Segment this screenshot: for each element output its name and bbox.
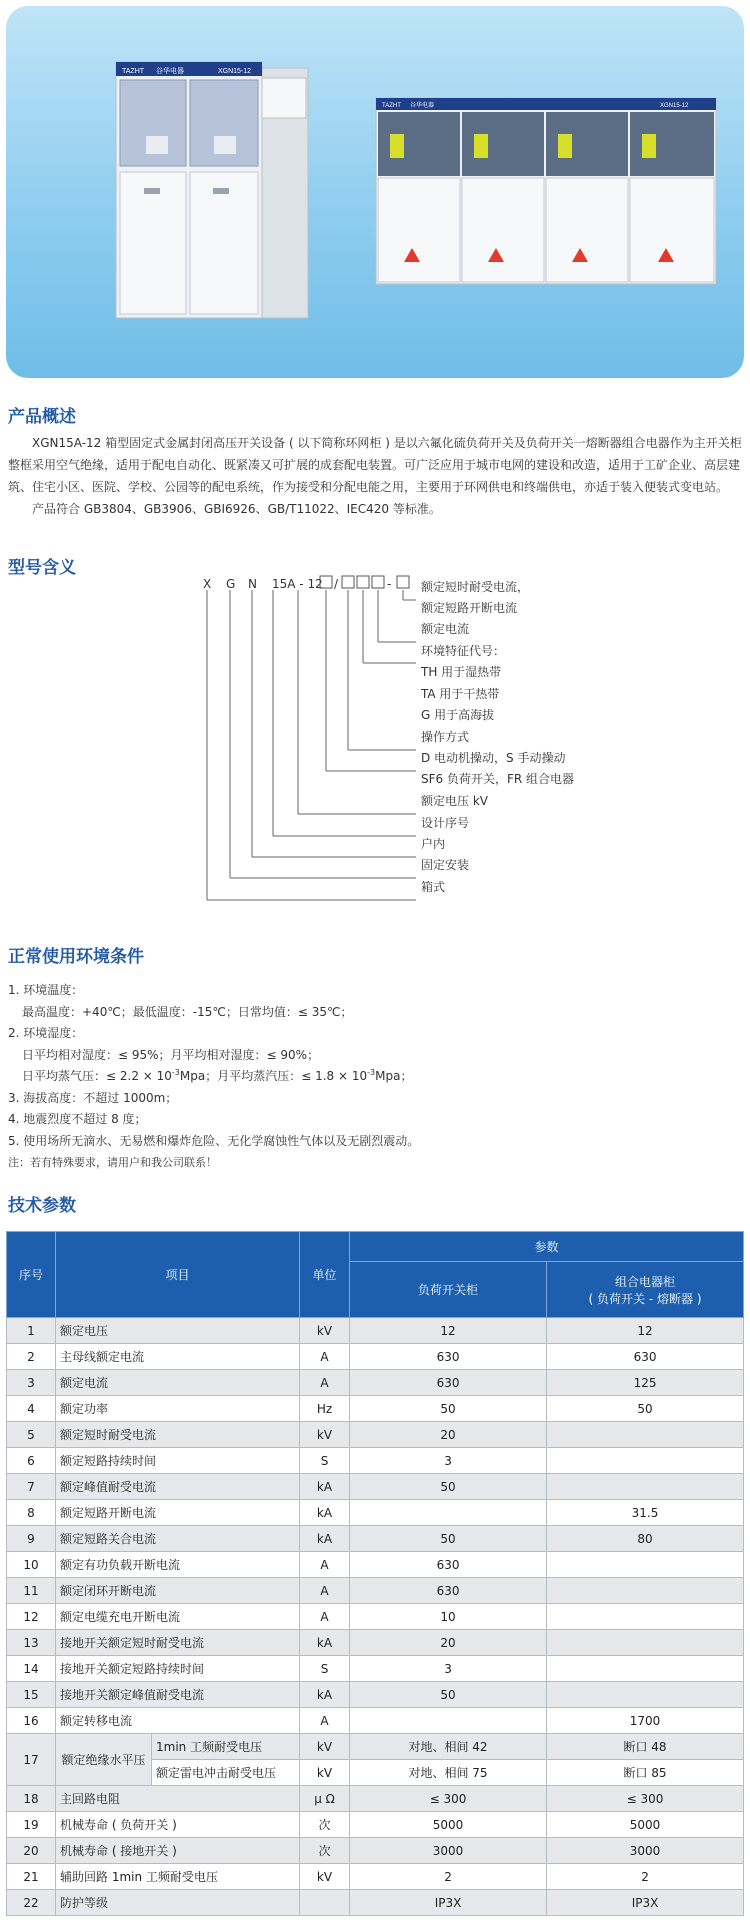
cell-unit: kV <box>300 1422 350 1448</box>
cell-b <box>547 1448 744 1474</box>
code-box-3 <box>357 576 369 588</box>
table-row <box>7 1526 744 1552</box>
cell-no: 1 <box>7 1318 56 1344</box>
cell-a: 630 <box>350 1552 547 1578</box>
left-brand: TAZHT <box>122 68 145 75</box>
header-param: 参数 <box>350 1232 744 1262</box>
cell-unit: A <box>300 1604 350 1630</box>
label-rated-voltage: 额定电压 kV <box>421 794 488 808</box>
table-row <box>7 1578 744 1604</box>
cell-item: 接地开关额定峰值耐受电流 <box>56 1682 300 1708</box>
cell-item: 主母线额定电流 <box>56 1344 300 1370</box>
overview-text <box>8 432 744 520</box>
label-breaking-current: 额定短路开断电流 <box>421 601 518 615</box>
table-row: 额定雷电冲击耐受电压 kV 对地、相间 75 断口 85 <box>7 1760 744 1786</box>
cell-item: 辅助回路 1min 工频耐受电压 <box>56 1864 300 1890</box>
cell-a: 3000 <box>350 1838 547 1864</box>
cell-unit: S <box>300 1448 350 1474</box>
cell-item: 机械寿命 ( 接地开关 ) <box>56 1838 300 1864</box>
label-box-type: 箱式 <box>421 880 446 894</box>
env-humidity-detail: 日平均相对湿度：≤ 95%；月平均相对湿度：≤ 90%； <box>22 1047 320 1062</box>
cell-item: 额定短路关合电流 <box>56 1526 300 1552</box>
env-temp: 1. 环境温度： <box>8 983 84 997</box>
table-row <box>7 1630 744 1656</box>
cell-a <box>350 1708 547 1734</box>
header-item: 项目 <box>56 1232 300 1318</box>
table-row <box>7 1864 744 1890</box>
cell-item: 额定电缆充电开断电流 <box>56 1604 300 1630</box>
cell-a: 3 <box>350 1656 547 1682</box>
cell-a: 2 <box>350 1864 547 1890</box>
right-brand-cn: 谷华电器 <box>410 103 435 109</box>
cell-item: 额定短路持续时间 <box>56 1448 300 1474</box>
cell-b: 5000 <box>547 1812 744 1838</box>
cell-a: IP3X <box>350 1890 547 1916</box>
cell-a: 630 <box>350 1344 547 1370</box>
cell-unit: kV <box>300 1864 350 1890</box>
cell-a <box>350 1500 547 1526</box>
label-env-code: 环境特征代号： <box>421 644 506 658</box>
cell-unit: Hz <box>300 1396 350 1422</box>
label-env-ta: TA 用于干热带 <box>421 687 500 701</box>
cell-item: 额定功率 <box>56 1396 300 1422</box>
overview-title: 产品概述 <box>8 407 76 427</box>
cell-b: 1700 <box>547 1708 744 1734</box>
env-altitude: 3. 海拔高度：不超过 1000m； <box>8 1090 178 1105</box>
table-row <box>7 1682 744 1708</box>
cell-a: 630 <box>350 1578 547 1604</box>
left-model-label: XGN15-12 <box>218 68 252 75</box>
label-operation-d-s: D 电动机操动，S 手动操动 <box>421 751 566 765</box>
overview-paragraph-1: XGN15A-12 箱型固定式金属封闭高压开关设备 ( 以下简称环网柜 ) 是以六氟化硫负荷开关及负荷开关一熔断器组合电器作为主开关柜整框采用空气绝缘，适用于配电自动化、既紧凑又可扩展的成套配电装置。可广泛应用于城市电网的建设和改造，适用于工矿企业、高层建筑、住宅小区、医院、学校、公园等的配电系统，作为接受和分配电能之用，主要用于环网供电和终端供电，亦适于装入便装式变电站。 <box>8 436 742 494</box>
cell-a: 10 <box>350 1604 547 1630</box>
cell-a: 50 <box>350 1396 547 1422</box>
cell-b: 31.5 <box>547 1500 744 1526</box>
env-note: 注：若有特殊要求，请用户和我公司联系！ <box>8 1156 217 1169</box>
cell-no: 4 <box>7 1396 56 1422</box>
cell-unit: A <box>300 1578 350 1604</box>
code-series: 15A - 12 <box>272 577 323 591</box>
header-no: 序号 <box>7 1232 56 1318</box>
table-row: 17 额定绝缘水平压 1min 工频耐受电压 kV 对地、相间 42 断口 48 <box>7 1734 744 1760</box>
cell-no: 12 <box>7 1604 56 1630</box>
code-box-4 <box>372 576 384 588</box>
cell-unit: kA <box>300 1630 350 1656</box>
cell-b <box>547 1422 744 1448</box>
cell-a: 3 <box>350 1448 547 1474</box>
cell-item: 机械寿命 ( 负荷开关 ) <box>56 1812 300 1838</box>
cell-a: 50 <box>350 1682 547 1708</box>
label-fixed-install: 固定安装 <box>421 858 470 872</box>
cell-a: ≤ 300 <box>350 1786 547 1812</box>
cell-item: 额定电流 <box>56 1370 300 1396</box>
left-cabinet <box>116 62 308 318</box>
cell-unit: kA <box>300 1474 350 1500</box>
cell-item: 额定峰值耐受电流 <box>56 1474 300 1500</box>
table-row <box>7 1474 744 1500</box>
label-design-number: 设计序号 <box>421 816 470 830</box>
cell-b <box>547 1604 744 1630</box>
code-box-2 <box>342 576 354 588</box>
left-brand-cn: 谷华电器 <box>156 68 184 75</box>
table-row <box>7 1604 744 1630</box>
cell-b <box>547 1682 744 1708</box>
label-env-th: TH 用于湿热带 <box>421 665 502 679</box>
cell-no: 3 <box>7 1370 56 1396</box>
table-row <box>7 1370 744 1396</box>
right-model-label: XGN15-12 <box>660 103 689 109</box>
tech-spec-table <box>6 1231 744 1916</box>
cell-b: 3000 <box>547 1838 744 1864</box>
cell-item: 额定闭环开断电流 <box>56 1578 300 1604</box>
env-conditions <box>8 980 744 1174</box>
cell-no: 15 <box>7 1682 56 1708</box>
cell-unit: kA <box>300 1526 350 1552</box>
code-letter-n: N <box>248 577 257 591</box>
cell-a: 20 <box>350 1630 547 1656</box>
cell-b: 80 <box>547 1526 744 1552</box>
cell-item: 接地开关额定短路持续时间 <box>56 1656 300 1682</box>
cell-unit: kA <box>300 1500 350 1526</box>
cell-unit: A <box>300 1552 350 1578</box>
table-row <box>7 1708 744 1734</box>
code-box-5 <box>397 576 409 588</box>
cell-b: 12 <box>547 1318 744 1344</box>
cell-b: 50 <box>547 1396 744 1422</box>
cell-no: 16 <box>7 1708 56 1734</box>
cell-no: 11 <box>7 1578 56 1604</box>
leader-lines <box>207 590 416 900</box>
cell-item: 防护等级 <box>56 1890 300 1916</box>
cell-b <box>547 1656 744 1682</box>
model-code-diagram <box>0 570 750 910</box>
label-operation-mode: 操作方式 <box>421 730 470 744</box>
cell-no: 13 <box>7 1630 56 1656</box>
tech-title: 技术参数 <box>8 1196 76 1216</box>
switchgear-illustration <box>6 6 744 378</box>
cell-no: 8 <box>7 1500 56 1526</box>
cell-a: 5000 <box>350 1812 547 1838</box>
cell-a: 630 <box>350 1370 547 1396</box>
header-unit: 单位 <box>300 1232 350 1318</box>
cell-no: 21 <box>7 1864 56 1890</box>
table-row <box>7 1422 744 1448</box>
cell-b <box>547 1578 744 1604</box>
cell-item: 接地开关额定短时耐受电流 <box>56 1630 300 1656</box>
code-slash: / <box>334 577 339 591</box>
cell-no: 2 <box>7 1344 56 1370</box>
cell-unit: 次 <box>300 1838 350 1864</box>
table-row <box>7 1890 744 1916</box>
cell-unit: 次 <box>300 1812 350 1838</box>
table-row <box>7 1318 744 1344</box>
label-env-g: G 用于高海拔 <box>421 708 495 722</box>
env-seismic: 4. 地震烈度不超过 8 度； <box>8 1112 147 1126</box>
cell-a: 12 <box>350 1318 547 1344</box>
cell-no: 5 <box>7 1422 56 1448</box>
cell-a: 20 <box>350 1422 547 1448</box>
cell-item: 主回路电阻 <box>56 1786 300 1812</box>
cell-b: 125 <box>547 1370 744 1396</box>
cell-b <box>547 1552 744 1578</box>
right-cabinet <box>376 98 716 284</box>
code-letter-g: G <box>226 577 236 591</box>
cell-no: 9 <box>7 1526 56 1552</box>
table-row <box>7 1838 744 1864</box>
cell-no: 20 <box>7 1838 56 1864</box>
env-site: 5. 使用场所无滴水、无易燃和爆炸危险、无化学腐蚀性气体以及无剧烈震动。 <box>8 1133 420 1148</box>
code-letter-x: X <box>203 577 212 591</box>
cell-no: 18 <box>7 1786 56 1812</box>
cell-b <box>547 1630 744 1656</box>
model-title: 型号含义 <box>8 558 76 578</box>
table-row <box>7 1344 744 1370</box>
label-sf6-fr: SF6 负荷开关，FR 组合电器 <box>421 772 575 786</box>
cell-b: 2 <box>547 1864 744 1890</box>
table-row <box>7 1812 744 1838</box>
cell-no: 7 <box>7 1474 56 1500</box>
cell-b <box>547 1474 744 1500</box>
cell-no: 6 <box>7 1448 56 1474</box>
label-indoor: 户内 <box>421 837 446 851</box>
cell-no: 14 <box>7 1656 56 1682</box>
cell-a: 50 <box>350 1526 547 1552</box>
cell-unit <box>300 1890 350 1916</box>
cell-no: 19 <box>7 1812 56 1838</box>
cell-b: 630 <box>547 1344 744 1370</box>
code-dash: - <box>387 577 392 591</box>
cell-item: 额定电压 <box>56 1318 300 1344</box>
cell-b: IP3X <box>547 1890 744 1916</box>
table-row <box>7 1500 744 1526</box>
cell-a: 50 <box>350 1474 547 1500</box>
cell-unit: A <box>300 1708 350 1734</box>
header-load-switch: 负荷开关柜 <box>350 1262 547 1318</box>
cell-unit: kA <box>300 1682 350 1708</box>
cell-no: 10 <box>7 1552 56 1578</box>
env-vapor-pressure: 日平均蒸气压：≤ $2.2 \times 10^{-3}Mpa$；月平均蒸汽压：≤ $1.8 \times 10^{-3}Mpa$； <box>22 1068 413 1083</box>
header-combo: 组合电器柜 ( 负荷开关 - 熔断器 ) <box>547 1262 744 1318</box>
label-short-time-current: 额定短时耐受电流， <box>421 580 530 594</box>
cell-no: 22 <box>7 1890 56 1916</box>
table-row <box>7 1552 744 1578</box>
cell-unit: A <box>300 1370 350 1396</box>
table-row <box>7 1786 744 1812</box>
table-row <box>7 1396 744 1422</box>
cell-unit: S <box>300 1656 350 1682</box>
env-title: 正常使用环境条件 <box>8 947 144 967</box>
env-temp-detail: 最高温度：+40℃；最低温度：-15℃；日常均值：≤ 35℃； <box>22 1004 353 1019</box>
table-row <box>7 1656 744 1682</box>
cell-item: 额定短时耐受电流 <box>56 1422 300 1448</box>
cell-unit: A <box>300 1344 350 1370</box>
cell-b: ≤ 300 <box>547 1786 744 1812</box>
table-row <box>7 1448 744 1474</box>
product-hero-image <box>6 6 744 378</box>
cell-unit: μ Ω <box>300 1786 350 1812</box>
cell-item: 额定短路开断电流 <box>56 1500 300 1526</box>
env-humidity: 2. 环境湿度： <box>8 1026 84 1040</box>
cell-unit: kV <box>300 1318 350 1344</box>
cell-item: 额定有功负载开断电流 <box>56 1552 300 1578</box>
overview-paragraph-2: 产品符合 GB3804、GB3906、GBI6926、GB/T11022、IEC420 等标准。 <box>32 502 441 516</box>
cell-item: 额定转移电流 <box>56 1708 300 1734</box>
label-rated-current: 额定电流 <box>421 622 470 636</box>
right-brand: TAZHT <box>382 103 401 109</box>
